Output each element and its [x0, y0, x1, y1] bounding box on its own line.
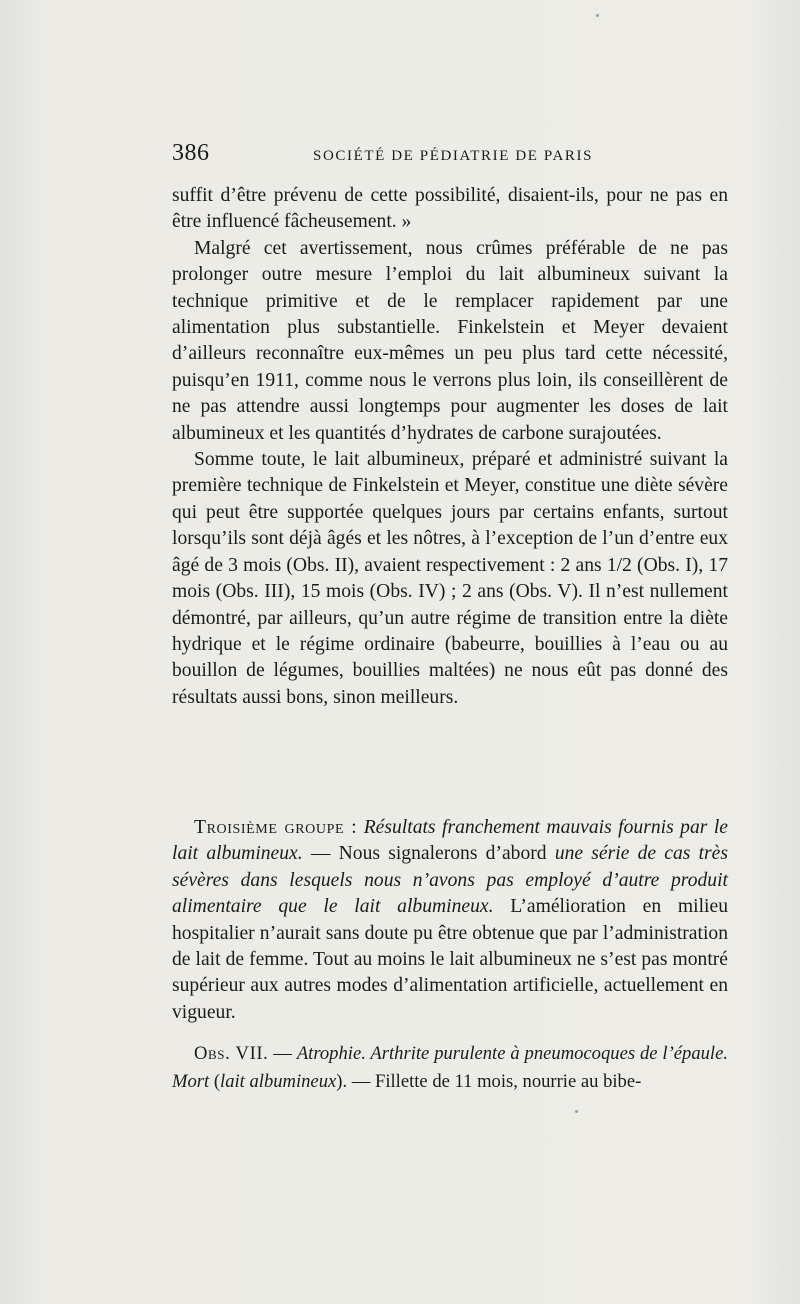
paragraph: Somme toute, le lait albumineux, préparé et administré suivant la première technique de Finkelstein et Meyer, constitue une diète sévère qui peut être supportée quelques jours par certains enfants, surtout lorsqu’ils sont déjà âgés et les nôtres, à l’exception de l’un d’entre eux âgé de 3 mois (Obs. II), avaient respectivement : 2 ans 1/2 (Obs. I), 17 mois (Obs. III), 15 mois (Obs. IV) ; 2 ans (Obs. V). Il n’est nullement démontré, par ailleurs, qu’un autre régime de transition entre la diète hydrique et le régime ordinaire (babeurre, bouillies à l’eau ou au bouillon de légumes, bouillies maltées) ne nous eût pas donné des résultats aussi bons, sinon meilleurs.: [172, 449, 728, 708]
observation-paren: (: [213, 1071, 221, 1092]
page-header: [172, 140, 728, 172]
section-paragraph: [172, 815, 728, 1026]
observation-vii: [172, 1040, 728, 1096]
observation-paren: ).: [336, 1071, 348, 1092]
observation-paren-text: lait albumineux: [220, 1071, 337, 1092]
observation-dash: —: [273, 1043, 292, 1064]
observation-paragraph: [172, 1040, 728, 1096]
section-text: — Nous signalerons d’abord: [310, 843, 547, 865]
observation-title: Atrophie. Arthrite purulente à pneumocoques de l’épaule. Mort: [172, 1043, 728, 1092]
speck-mark: [596, 14, 599, 17]
section-label: Troisième groupe :: [194, 817, 358, 838]
running-title: SOCIÉTÉ DE PÉDIATRIE DE PARIS: [313, 148, 594, 164]
section-troisieme-groupe: [172, 815, 728, 1026]
observation-text: — Fillette de 11 mois, nourrie au bibe-: [351, 1071, 642, 1092]
paragraph: Malgré cet avertissement, nous crûmes préférable de ne pas prolonger outre mesure l’emploi du lait albumineux suivant la technique primitive et de le remplacer rapidement par une alimentation plus substantielle. Finkelstein et Meyer devaient d’ailleurs reconnaître eux-mêmes un peu plus tard cette nécessité, puisqu’en 1911, comme nous le verrons plus loin, ils conseillèrent de ne pas attendre aussi longtemps pour augmenter les doses de lait albumineux et les quantités d’hydrates de carbone surajoutées.: [172, 237, 728, 444]
paragraph: suffit d’être prévenu de cette possibilité, disaient-ils, pour ne pas en être influencé fâcheusement. »: [172, 185, 728, 233]
section-emphasis: une série de cas très sévères dans lesquels nous n’avons pas employé d’autre produit alimentaire que le lait albumineux.: [172, 843, 728, 918]
page-number: 386: [172, 140, 210, 166]
observation-label: Obs. VII.: [194, 1043, 269, 1064]
speck-mark: [575, 1110, 578, 1113]
section-title: Résultats franchement mauvais fournis par le lait albumineux.: [172, 817, 728, 865]
section-text: L’amélioration en milieu hospitalier n’aurait sans doute pu être obtenue que par l’administration de lait de femme. Tout au moins le lait albumineux ne s’est pas montré supérieur aux autres modes d’alimentation artificielle, actuellement en vigueur.: [172, 896, 728, 1023]
body-text: [172, 183, 728, 711]
